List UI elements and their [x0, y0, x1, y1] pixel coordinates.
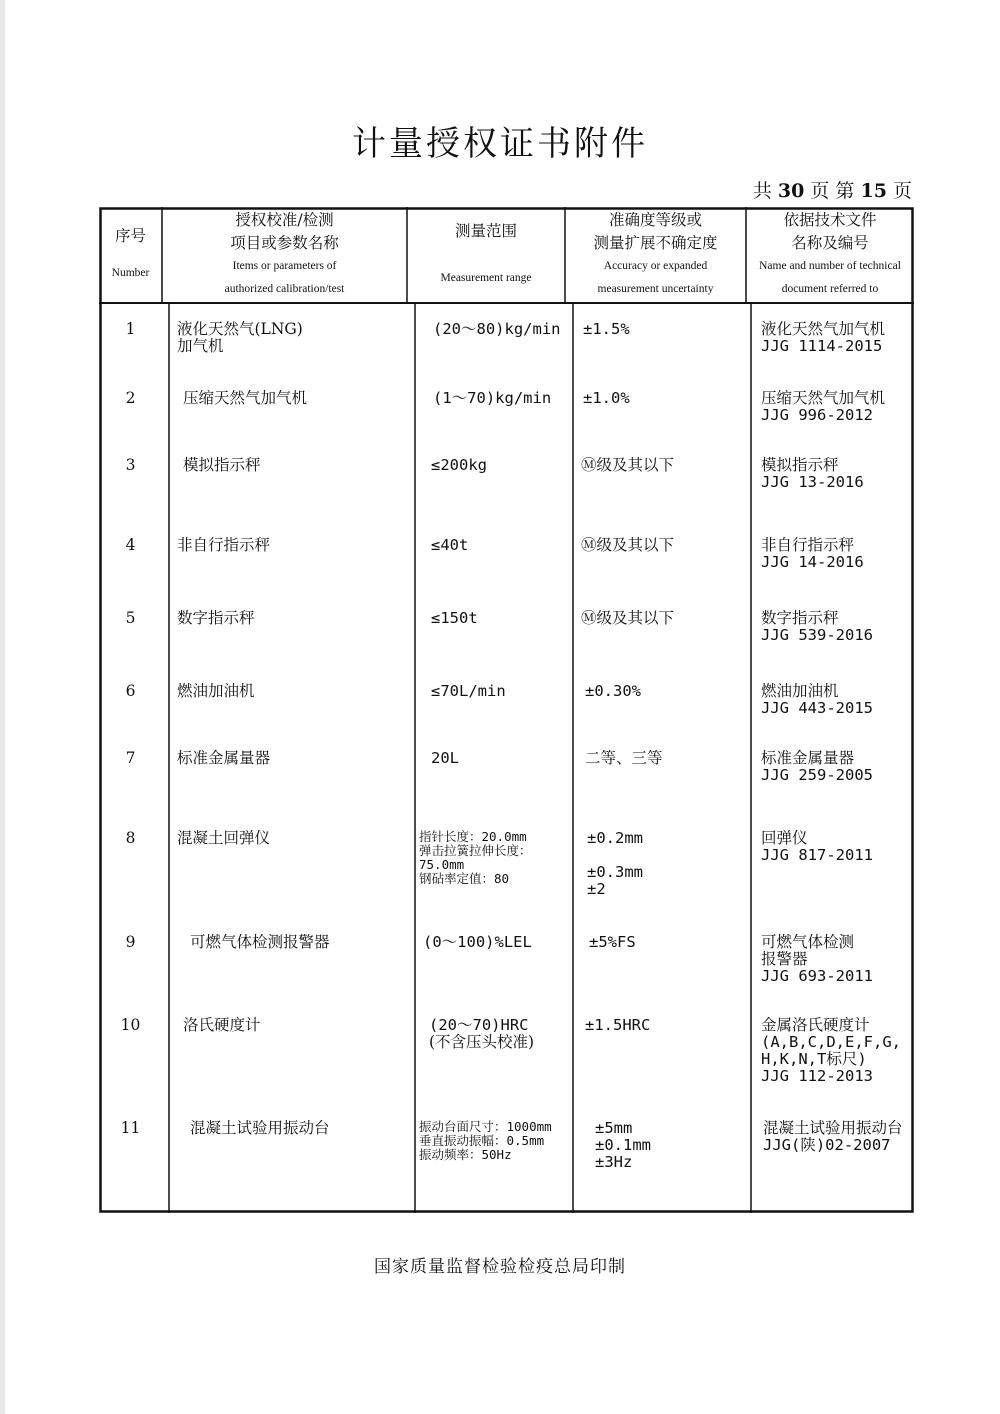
row-accuracy-line: ±0.1mm	[595, 1136, 651, 1154]
row-accuracy-line: ±0.3mm	[587, 863, 643, 881]
row-number: 1	[125, 320, 136, 338]
row-doc-line: H,K,N,T标尺)	[761, 1050, 867, 1068]
header-accuracy	[565, 207, 746, 303]
row-item	[177, 830, 270, 847]
row-item	[177, 610, 255, 627]
row-number: 8	[125, 829, 136, 847]
header-doc-zh1: 依据技术文件	[783, 211, 877, 229]
row-doc-line: JJG 14-2016	[761, 553, 864, 571]
header-accuracy-en1: Accuracy or expanded	[603, 260, 708, 272]
row-doc-line: JJG 996-2012	[761, 406, 873, 424]
row-range-line: 75.0mm	[419, 857, 465, 872]
row-item	[177, 321, 303, 355]
row-accuracy	[583, 321, 630, 338]
row-doc	[761, 683, 873, 717]
row-accuracy-line: Ⓜ级及其以下	[581, 456, 675, 474]
row-item-line: 数字指示秤	[177, 609, 255, 627]
header-item-en2: authorized calibration/test	[224, 283, 345, 295]
row-range	[431, 457, 487, 474]
row-doc-line: 液化天然气加气机	[761, 320, 886, 338]
row-accuracy	[581, 610, 674, 627]
row-range	[423, 934, 532, 951]
row-accuracy-line: Ⓜ级及其以下	[581, 609, 675, 627]
row-accuracy	[585, 683, 641, 700]
page-total: 30	[777, 180, 805, 202]
row-accuracy	[589, 934, 636, 951]
header-accuracy-en2: measurement uncertainty	[597, 283, 714, 295]
row-item-line: 混凝土试验用振动台	[190, 1119, 330, 1137]
row-doc-line: 回弹仪	[761, 829, 808, 847]
row-accuracy	[585, 750, 663, 767]
row-accuracy	[583, 390, 630, 407]
row-number: 3	[125, 456, 136, 474]
row-range-line: (1～70)kg/min	[433, 389, 552, 407]
row-range-line: 振动频率：50Hz	[419, 1147, 512, 1162]
row-range-line: ≤70L/min	[431, 682, 506, 700]
row-doc-line: JJG 112-2013	[761, 1067, 873, 1085]
row-accuracy-line: Ⓜ级及其以下	[581, 536, 675, 554]
row-accuracy	[585, 1017, 650, 1034]
row-item-line: 非自行指示秤	[177, 536, 271, 554]
row-item	[190, 1120, 330, 1137]
row-doc-line: 数字指示秤	[761, 609, 839, 627]
header-doc-en1: Name and number of technical	[759, 260, 901, 272]
row-accuracy-line: ±1.5%	[583, 320, 630, 338]
row-accuracy	[587, 830, 643, 898]
header-range-en: Measurement range	[440, 272, 532, 284]
header-item-en1: Items or parameters of	[232, 260, 337, 272]
row-accuracy-line: 二等、三等	[585, 749, 663, 767]
row-doc-line: 可燃气体检测	[761, 933, 855, 951]
row-item-line: 压缩天然气加气机	[183, 389, 308, 407]
row-doc	[761, 321, 885, 355]
header-doc	[746, 207, 914, 303]
scan-edge	[0, 0, 5, 1414]
page-total-prefix: 共	[752, 180, 772, 202]
row-accuracy-line: ±0.2mm	[587, 829, 643, 847]
row-item-line: 洛氏硬度计	[183, 1016, 261, 1034]
header-number	[99, 207, 162, 303]
row-item-line: 燃油加油机	[177, 682, 255, 700]
row-doc-line: JJG 693-2011	[761, 967, 873, 985]
row-accuracy-line: ±1.0%	[583, 389, 630, 407]
header-doc-zh2: 名称及编号	[791, 234, 869, 252]
row-accuracy-line: ±2	[587, 880, 606, 898]
row-range-line: (不含压头校准)	[429, 1033, 535, 1051]
authorization-table	[99, 207, 914, 1213]
header-item-zh2: 项目或参数名称	[230, 234, 339, 252]
row-doc	[761, 934, 873, 985]
header-item-zh1: 授权校准/检测	[235, 211, 334, 229]
row-doc-line: 标准金属量器	[761, 749, 855, 767]
row-doc-line: 金属洛氏硬度计	[761, 1016, 870, 1034]
row-number: 2	[125, 389, 136, 407]
header-item	[162, 207, 407, 303]
header-accuracy-zh1: 准确度等级或	[608, 211, 702, 229]
header-number-en: Number	[111, 267, 150, 279]
row-range-line: ≤150t	[431, 609, 478, 627]
row-number: 11	[120, 1119, 141, 1137]
page-title: 计量授权证书附件	[352, 124, 648, 164]
row-accuracy	[581, 537, 674, 554]
row-doc-line: 模拟指示秤	[761, 456, 839, 474]
row-range-line: 钢砧率定值：80	[419, 871, 510, 886]
row-doc	[761, 537, 864, 571]
row-range-line: 指针长度：20.0mm	[419, 829, 527, 844]
row-range	[431, 610, 478, 627]
row-range-line: 弹击拉簧拉伸长度：	[419, 843, 532, 858]
row-doc-line: JJG 259-2005	[761, 766, 873, 784]
row-item-line: 模拟指示秤	[183, 456, 261, 474]
row-item	[177, 537, 270, 554]
row-item	[190, 934, 330, 951]
row-doc	[761, 830, 873, 864]
row-doc-line: JJG 443-2015	[761, 699, 873, 717]
row-doc-line: 报警器	[761, 950, 808, 968]
row-item-line: 液化天然气(LNG)	[177, 320, 303, 338]
row-range	[431, 750, 459, 767]
row-range-line: 20L	[431, 749, 459, 767]
row-range-line: 垂直振动振幅：0.5mm	[419, 1133, 545, 1148]
row-doc-line: 非自行指示秤	[761, 536, 855, 554]
row-range	[433, 321, 560, 338]
row-doc-line: JJG 1114-2015	[761, 337, 883, 355]
row-number: 7	[125, 749, 136, 767]
row-range	[431, 537, 468, 554]
row-range	[419, 1120, 552, 1162]
row-number: 4	[125, 536, 136, 554]
row-doc	[761, 390, 885, 424]
row-accuracy	[595, 1120, 651, 1171]
row-range-line: (20～80)kg/min	[433, 320, 561, 338]
page-current: 15	[860, 180, 887, 202]
row-doc-line: JJG 817-2011	[761, 846, 873, 864]
row-item	[177, 683, 255, 700]
row-doc	[761, 750, 873, 784]
row-number: 9	[125, 933, 136, 951]
row-item	[183, 1017, 261, 1034]
row-doc-line: JJG 13-2016	[761, 473, 864, 491]
row-range	[429, 1017, 534, 1051]
row-accuracy-line	[587, 847, 643, 864]
row-doc	[761, 610, 873, 644]
row-accuracy-line: ±0.30%	[585, 682, 641, 700]
header-accuracy-zh2: 测量扩展不确定度	[593, 234, 718, 252]
header-range-zh: 测量范围	[454, 222, 517, 240]
row-range-line: (20～70)HRC	[429, 1016, 529, 1034]
row-number: 6	[125, 682, 136, 700]
row-accuracy-line: ±5mm	[595, 1119, 633, 1137]
row-doc-line: 压缩天然气加气机	[761, 389, 886, 407]
row-doc	[761, 1017, 901, 1085]
row-doc-line: 混凝土试验用振动台	[763, 1119, 903, 1137]
row-range-line: ≤200kg	[431, 456, 487, 474]
row-range	[419, 830, 532, 886]
row-item-line: 标准金属量器	[177, 749, 271, 767]
row-accuracy-line: ±3Hz	[595, 1153, 633, 1171]
row-range-line: (0～100)%LEL	[423, 933, 532, 951]
row-range-line: 振动台面尺寸：1000mm	[419, 1119, 552, 1134]
page-label: 页 第	[810, 180, 855, 202]
row-range	[433, 390, 551, 407]
row-item-line: 可燃气体检测报警器	[190, 933, 330, 951]
header-number-zh: 序号	[114, 227, 146, 245]
row-number: 5	[125, 609, 136, 627]
row-doc	[761, 457, 864, 491]
row-number: 10	[120, 1016, 141, 1034]
row-item	[183, 390, 307, 407]
row-doc	[763, 1120, 903, 1154]
row-doc-line: JJG 539-2016	[761, 626, 873, 644]
row-accuracy	[581, 457, 674, 474]
page-suffix: 页	[892, 180, 912, 202]
row-range	[431, 683, 506, 700]
row-item	[177, 750, 270, 767]
row-accuracy-line: ±1.5HRC	[585, 1016, 651, 1034]
printer-footer: 国家质量监督检验检疫总局印制	[374, 1257, 626, 1277]
row-item-line: 加气机	[177, 337, 224, 355]
header-range	[407, 207, 565, 303]
row-range-line: ≤40t	[431, 536, 469, 554]
header-doc-en2: document referred to	[781, 283, 879, 295]
row-item-line: 混凝土回弹仪	[177, 829, 271, 847]
row-accuracy-line: ±5%FS	[589, 933, 636, 951]
row-doc-line: JJG(陕)02-2007	[763, 1136, 891, 1154]
page-number	[753, 176, 912, 203]
row-doc-line: 燃油加油机	[761, 682, 839, 700]
row-item	[183, 457, 261, 474]
row-doc-line: (A,B,C,D,E,F,G,	[761, 1033, 901, 1051]
